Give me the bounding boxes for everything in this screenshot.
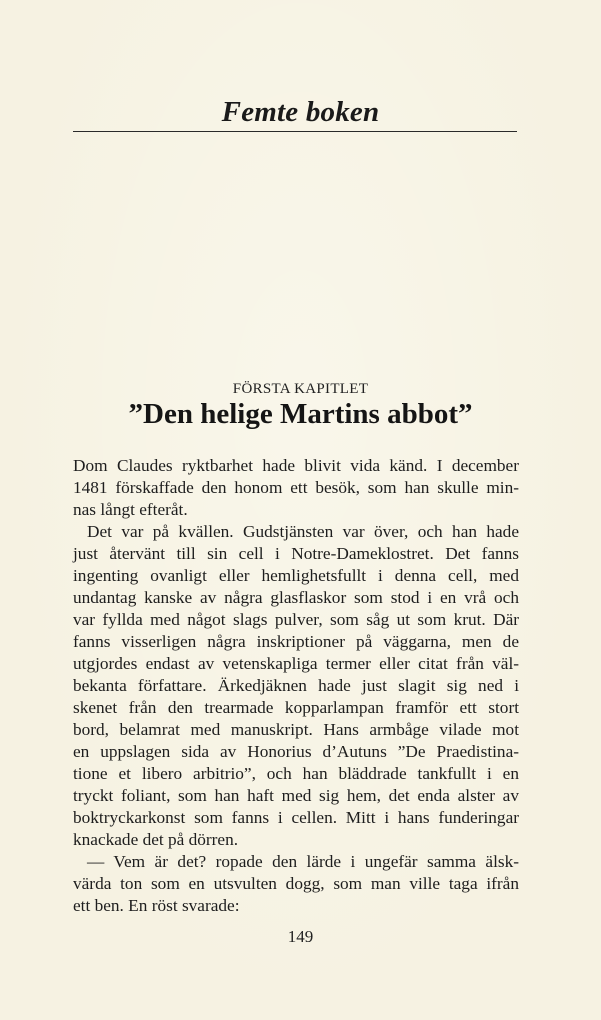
text-line: skenet från den trearmade kopparlampan framför ett stort bbox=[73, 698, 519, 717]
text-line: Det var på kvällen. Gudstjänsten var över, och han hade bbox=[87, 522, 519, 541]
text-line: knackade det på dörren. bbox=[73, 830, 239, 849]
text-line: tione et libero arbitrio”, och han bläddrade tankfullt i en bbox=[73, 764, 519, 783]
text-line: 1481 förskaffade den honom ett besök, som han skulle min- bbox=[73, 478, 519, 497]
book-title: Femte boken bbox=[221, 96, 380, 128]
text-line: utgjordes endast av vetenskapliga termer eller citat från väl- bbox=[73, 654, 519, 673]
chapter-title: ”Den helige Martins abbot” bbox=[128, 398, 473, 430]
text-line: — Vem är det? ropade den lärde i ungefär samma älsk- bbox=[87, 852, 519, 871]
title-rule bbox=[73, 131, 517, 132]
text-line: undantag kanske av några glasflaskor som stod i en vrå och bbox=[73, 588, 519, 607]
text-line: ett ben. En röst svarade: bbox=[73, 896, 240, 915]
text-line: tryckt foliant, som han haft med sig hem, det enda alster av bbox=[73, 786, 519, 805]
text-line: värda ton som en utsvulten dogg, som man ville taga ifrån bbox=[73, 874, 519, 893]
text-line: var fyllda med något slags pulver, som såg ut som krut. Där bbox=[73, 610, 519, 629]
text-line: en uppslagen sida av Honorius d’Autuns ”De Praedistina- bbox=[73, 742, 519, 761]
text-line: boktryckarkonst som fanns i cellen. Mitt i hans funderingar bbox=[73, 808, 519, 827]
text-line: bord, belamrat med manuskript. Hans armbåge vilade mot bbox=[73, 720, 519, 739]
text-line: just återvänt till sin cell i Notre-Dameklostret. Det fanns bbox=[73, 544, 519, 563]
text-line: nas långt efteråt. bbox=[73, 500, 188, 519]
text-line: fanns visserligen några inskriptioner på väggarna, men de bbox=[73, 632, 519, 651]
text-line: ingenting ovanligt eller hemlighetsfullt i denna cell, med bbox=[73, 566, 519, 585]
chapter-label: FÖRSTA KAPITLET bbox=[232, 381, 369, 397]
text-line: bekanta författare. Ärkedjäknen hade just slagit sig ned i bbox=[73, 676, 519, 695]
text-line: Dom Claudes ryktbarhet hade blivit vida känd. I december bbox=[73, 456, 519, 475]
body-text bbox=[73, 455, 519, 917]
page-number: 149 bbox=[287, 927, 314, 946]
